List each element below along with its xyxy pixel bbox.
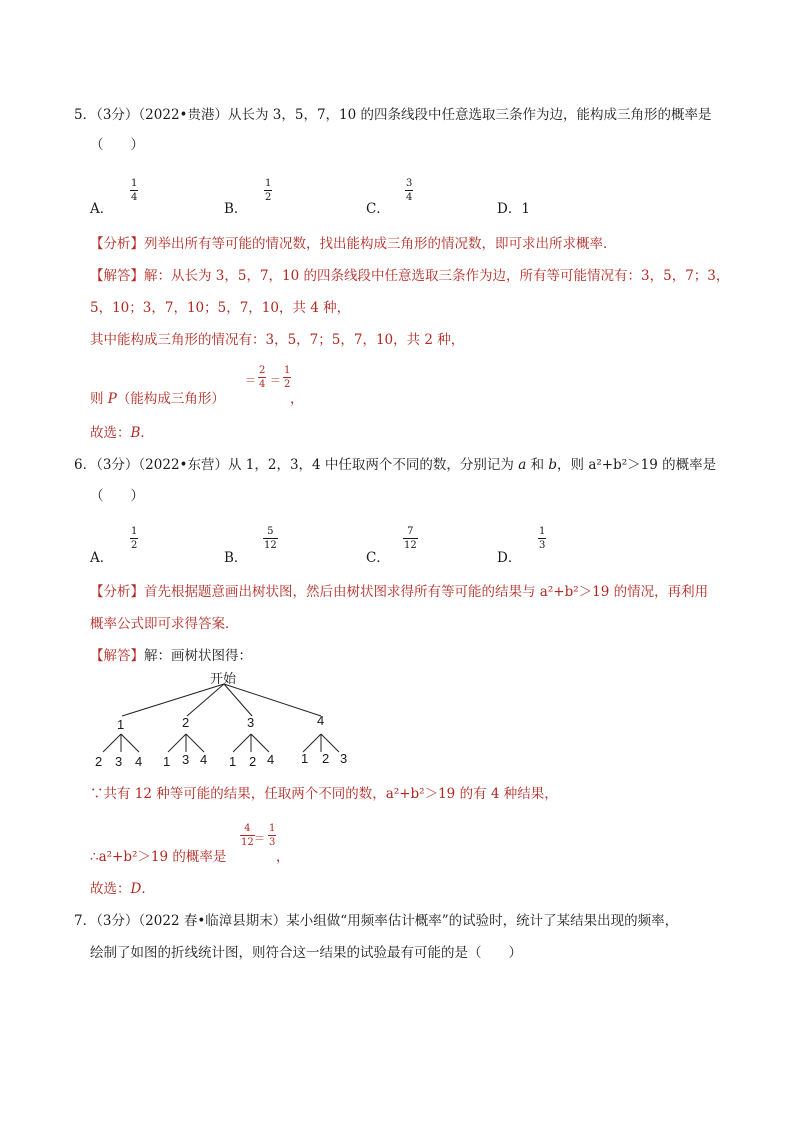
- tree-edge: [122, 684, 224, 716]
- q5-paren: （ ）: [90, 137, 144, 153]
- q6-stem: 6．（3分）（2022•东营）从 1，2，3，4 中任取两个不同的数，分别记为 a 和 b，则 a²+b²＞19 的概率是: [74, 457, 717, 473]
- q5-stem: 5．（3分）（2022•贵港）从长为 3，5，7，10 的四条线段中任意选取三条作为边，能构成三角形的概率是: [74, 107, 712, 123]
- tree-node-l2: 3: [182, 752, 190, 767]
- q5-choose: 故选：B．: [90, 425, 154, 441]
- tree-node-l2: 4: [200, 752, 208, 767]
- tree-edge: [186, 734, 204, 752]
- tree-node-l1: 4: [317, 713, 325, 728]
- tree-edge: [321, 734, 339, 752]
- q5-eq-comma: ，: [290, 391, 304, 407]
- q6-eq-fraction-2: 1 3: [269, 823, 276, 848]
- tree-node-l1: 1: [117, 717, 125, 732]
- q5-option-c-fraction: 3 4: [406, 178, 413, 203]
- tree-node-l2: 4: [135, 754, 143, 769]
- q6-option-b[interactable]: [224, 546, 247, 566]
- q5-equals-2: ＝: [270, 374, 281, 387]
- q7-stem-line-2: 绘制了如图的折线统计图，则符合这一结果的试验最有可能的是（ ）: [90, 945, 522, 961]
- tree-node-l2: 1: [163, 754, 171, 769]
- option-letter: B．: [224, 201, 248, 217]
- q5-analysis: [90, 232, 617, 252]
- q6-therefore: ∴a²+b²＞19 的概率是: [90, 849, 227, 865]
- q6-option-a-fraction: 1 2: [131, 526, 138, 551]
- q6-option-a[interactable]: [90, 546, 113, 566]
- q5-answer-line-3: 其中能构成三角形的情况有：3，5，7；5，7，10，共 2 种，: [90, 332, 465, 348]
- q6-analysis-line-2: 概率公式即可求得答案．: [90, 616, 239, 632]
- q6-because: ∵共有 12 种等可能的结果，任取两个不同的数，a²+b²＞19 的有 4 种结果，: [90, 786, 558, 802]
- q5-answer-line-4: 则 P（能构成三角形）: [90, 391, 225, 407]
- option-letter: C．: [366, 201, 390, 217]
- q7-stem-line-1: 7．（3分）（2022 春•临漳县期末）某小组做“用频率估计概率”的试验时，统计了某结果出现的频率，: [74, 913, 679, 929]
- tree-node-l2: 3: [340, 751, 348, 766]
- option-letter: D．: [497, 550, 522, 566]
- answer-tag: 【解答】: [90, 268, 144, 284]
- q6-option-d-fraction: 1 3: [539, 526, 546, 551]
- option-letter: A．: [90, 201, 114, 217]
- q5-option-d[interactable]: D．1: [497, 201, 530, 217]
- q6-equals: ＝: [254, 832, 265, 845]
- answer-tag: 【解答】: [90, 648, 144, 664]
- q6-condition: a²+b²＞19: [588, 457, 658, 473]
- q5-option-c[interactable]: [366, 197, 390, 217]
- tree-node-l2: 2: [322, 751, 330, 766]
- q6-eq-comma: ，: [276, 849, 290, 865]
- q6-choice: D: [130, 881, 142, 897]
- q6-choose: 故选：D．: [90, 881, 155, 897]
- q6-eq-fraction-1: 4 12: [241, 823, 254, 848]
- q5-choice: B: [130, 425, 141, 441]
- q5-answer-line-2: 5，10；3，7，10；5，7，10，共 4 种，: [90, 300, 351, 316]
- tree-edge: [121, 734, 139, 752]
- q6-option-c-fraction: 7 12: [404, 526, 417, 551]
- q6-option-c[interactable]: [366, 546, 390, 566]
- tree-edge: [168, 734, 186, 752]
- q6-answer: 【解答】解：画树状图得：: [90, 648, 252, 664]
- q5-option-a[interactable]: [90, 197, 113, 217]
- tree-node-l1: 2: [182, 715, 190, 730]
- tree-edges: [103, 684, 339, 752]
- analysis-tag: 【分析】: [90, 584, 144, 600]
- tree-edge: [187, 684, 224, 716]
- tree-edge: [103, 734, 121, 752]
- tree-edge: [303, 734, 321, 752]
- tree-edge: [233, 734, 251, 752]
- q5-answer-line-1: 【解答】解：从长为 3，5，7，10 的四条线段中任意选取三条作为边，所有等可能情况有：3，5，7；3，: [90, 268, 730, 284]
- q6-analysis-line-1: 【分析】首先根据题意画出树状图，然后由树状图求得所有等可能的结果与 a²+b²＞19 的情况，再利用: [90, 584, 709, 600]
- q6-option-b-fraction: 5 12: [264, 526, 277, 551]
- tree-node-l2: 1: [301, 751, 309, 766]
- q5-eq-fraction-1: 2 4: [259, 365, 266, 390]
- q5-option-a-fraction: 1 4: [131, 178, 138, 203]
- analysis-text: 列举出所有等可能的情况数，找出能构成三角形的情况数，即可求出所求概率．: [144, 236, 617, 252]
- tree-node-l1: 3: [247, 715, 255, 730]
- option-letter: A．: [90, 550, 114, 566]
- q5-option-b-fraction: 1 2: [265, 178, 272, 203]
- tree-node-l2: 4: [267, 752, 275, 767]
- q5-equals-1: ＝: [245, 374, 256, 387]
- q6-option-d[interactable]: [497, 546, 521, 566]
- tree-node-l2: 2: [249, 754, 257, 769]
- tree-root: 开始: [210, 671, 237, 686]
- q6-paren: （ ）: [90, 488, 144, 504]
- tree-node-l2: 1: [229, 754, 237, 769]
- tree-node-l2: 2: [95, 754, 103, 769]
- q5-option-b[interactable]: [224, 197, 247, 217]
- option-letter: C．: [366, 550, 390, 566]
- analysis-tag: 【分析】: [90, 236, 144, 252]
- tree-node-l2: 3: [115, 754, 123, 769]
- tree-edge: [251, 734, 269, 752]
- q5-eq-fraction-2: 1 2: [284, 365, 291, 390]
- option-letter: B．: [224, 550, 248, 566]
